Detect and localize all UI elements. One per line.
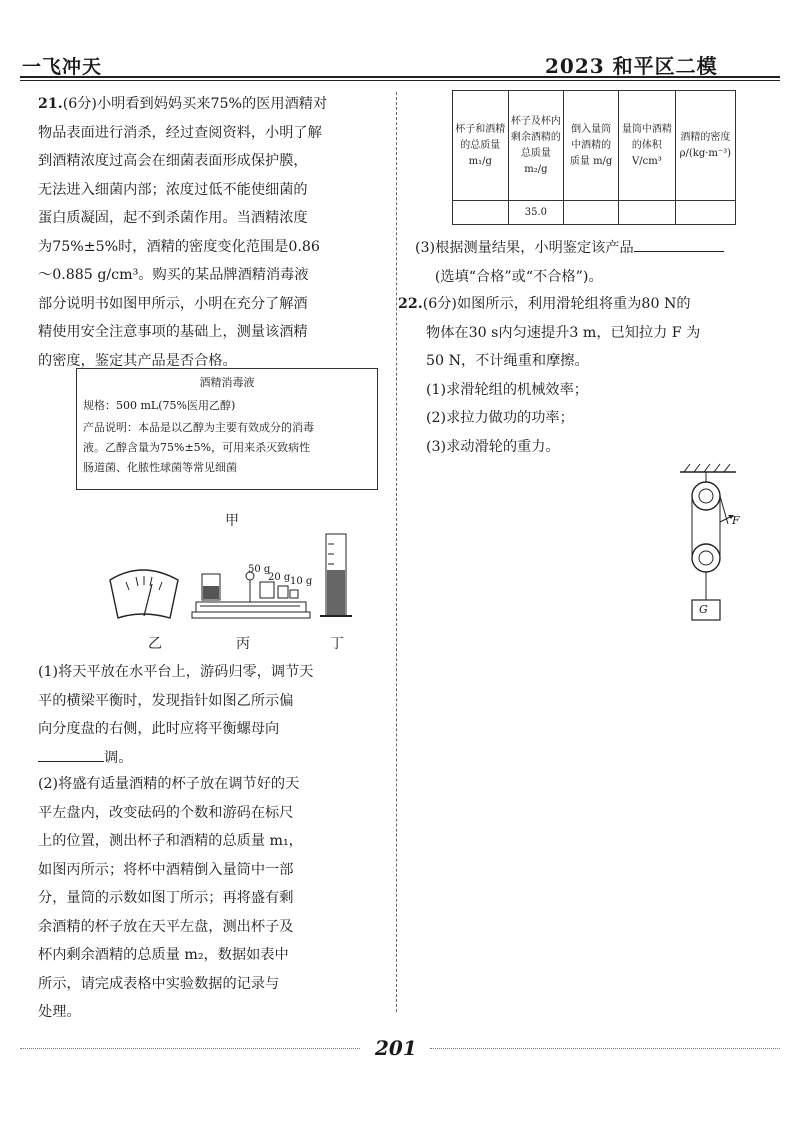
table-header: 杯子和酒精的总质量 m₁/g — [453, 91, 509, 201]
q21-part2-line: (2)将盛有适量酒精的杯子放在调节好的天 — [38, 776, 300, 792]
figure-bing-caption: 丙 — [236, 636, 250, 652]
rope-lines — [692, 496, 728, 600]
q21-part1-line: (1)将天平放在水平台上，游码归零，调节天 — [38, 664, 314, 680]
ceiling-hatch-icon — [680, 464, 736, 472]
footer-rule-left — [20, 1048, 360, 1049]
movable-pulley-icon — [692, 544, 720, 572]
q21-part1-line: 平的横梁平衡时，发现指针如图乙所示偏 — [38, 692, 294, 709]
footer-rule-right — [430, 1048, 780, 1049]
header-rule-thin — [20, 80, 780, 81]
fixed-pulley-icon — [692, 472, 720, 510]
figure-jia-caption: 甲 — [225, 513, 239, 529]
q22-text — [398, 290, 776, 461]
q21-part2-line: 上的位置，测出杯子和酒精的总质量 m₁， — [38, 833, 303, 849]
label-spec: 规格：500 mL(75%医用乙醇) — [83, 399, 236, 412]
apparatus-figures — [100, 530, 360, 660]
q21-line: 蛋白质凝固，起不到杀菌作用。当酒精浓度 — [38, 210, 308, 226]
q21-line: 物品表面进行消杀，经过查阅资料，小明了解 — [38, 124, 322, 141]
label-desc-2: 液。乙醇含量为75%±5%，可用来杀灭致病性 — [83, 441, 311, 454]
weight-label: 20 g — [268, 572, 291, 583]
q22-points: (6分) — [422, 296, 457, 312]
weight-label: 10 g — [290, 576, 313, 587]
label-title: 酒精消毒液 — [199, 376, 255, 389]
table-cell[interactable] — [453, 201, 509, 225]
force-label: F — [732, 514, 740, 527]
weight-label: 50 g — [248, 564, 271, 575]
q21-part2-line: 如图丙所示；将杯中酒精倒入量筒中一部 — [38, 861, 294, 878]
q22-line: 50 N，不计绳重和摩擦。 — [426, 353, 589, 369]
q21-part2-line: 处理。 — [38, 1004, 81, 1020]
q21-part1 — [38, 658, 406, 772]
q22-sub: (3)求动滑轮的重力。 — [426, 438, 560, 455]
label-desc-1: 产品说明：本品是以乙醇为主要有效成分的消毒 — [83, 421, 314, 434]
q21-line: 精使用安全注意事项的基础上，测量该酒精 — [38, 324, 308, 340]
table-header: 酒精的密度 ρ/(kg·m⁻³) — [675, 91, 735, 201]
figure-yi-caption: 乙 — [148, 636, 162, 652]
q22-number: 22. — [398, 296, 423, 312]
table-cell[interactable] — [619, 201, 676, 225]
q21-part2-line: 杯内剩余酒精的总质量 m₂，数据如表中 — [38, 947, 289, 963]
q21-part3-line: (3)根据测量结果，小明鉴定该产品 — [415, 240, 634, 256]
table-header: 倒入量筒中酒精的质量 m/g — [564, 91, 619, 201]
table-cell[interactable] — [675, 201, 735, 225]
header-rule — [20, 76, 780, 78]
q22-sub: (2)求拉力做功的功率； — [426, 410, 574, 426]
table-header: 量筒中酒精的体积 V/cm³ — [619, 91, 676, 201]
q21-line: ～0.885 g/cm³。购买的某品牌酒精消毒液 — [38, 267, 309, 283]
page-header-title: 2023 和平区二模 — [545, 54, 718, 78]
q21-line: 小明看到妈妈买来75%的医用酒精对 — [96, 96, 328, 112]
table-cell: 35.0 — [508, 201, 564, 225]
q21-part2-line: 余酒精的杯子放在天平左盘，测出杯子及 — [38, 918, 294, 935]
q22-sub: (1)求滑轮组的机械效率； — [426, 381, 588, 398]
q21-part1-tail: 调。 — [104, 749, 133, 766]
q21-number: 21. — [38, 96, 63, 112]
q21-line: 到酒精浓度过高会在细菌表面形成保护膜， — [38, 153, 308, 169]
table-cell[interactable] — [564, 201, 619, 225]
answer-blank[interactable] — [38, 747, 104, 762]
q21-part1-line: 向分度盘的右侧，此时应将平衡螺母向 — [38, 721, 280, 737]
data-table — [452, 90, 736, 225]
label-desc-3: 肠道菌、化脓性球菌等常见细菌 — [83, 461, 237, 474]
q22-line: 物体在30 s内匀速提升3 m，已知拉力 F 为 — [426, 324, 701, 341]
page-number: 201 — [375, 1036, 417, 1060]
pulley-system-figure — [676, 462, 756, 624]
q21-part2-line: 分，量筒的示数如图丁所示；再将盛有剩 — [38, 890, 294, 906]
q21-line: 的密度，鉴定其产品是否合格。 — [38, 352, 237, 369]
q21-line: 部分说明书如图甲所示，小明在充分了解酒 — [38, 295, 308, 312]
q22-line: 如图所示，利用滑轮组将重为80 N的 — [456, 296, 691, 312]
brand-logo: 一飞冲天 — [22, 56, 103, 78]
table-header: 杯子及杯内剩余酒精的总质量 m₂/g — [508, 91, 564, 201]
q21-points: (6分) — [62, 96, 97, 112]
figure-ding-caption: 丁 — [330, 636, 344, 652]
q21-part2-line: 平左盘内，改变砝码的个数和游码在标尺 — [38, 804, 294, 821]
scale-dial-icon — [110, 570, 178, 618]
q21-part2-line: 所示，请完成表格中实验数据的记录与 — [38, 975, 280, 992]
answer-blank[interactable] — [634, 237, 724, 252]
load-label: G — [699, 603, 708, 616]
q21-line: 无法进入细菌内部；浓度过低不能使细菌的 — [38, 181, 308, 198]
q21-intro — [38, 90, 386, 375]
q21-part3 — [415, 234, 775, 291]
q21-line: 为75%±5%时，酒精的密度变化范围是0.86 — [38, 238, 320, 255]
q21-part2 — [38, 770, 406, 1027]
q21-part3-line: (选填“合格”或“不合格”)。 — [434, 268, 603, 285]
measuring-cylinder-icon — [320, 534, 352, 616]
product-label-box — [76, 368, 378, 490]
